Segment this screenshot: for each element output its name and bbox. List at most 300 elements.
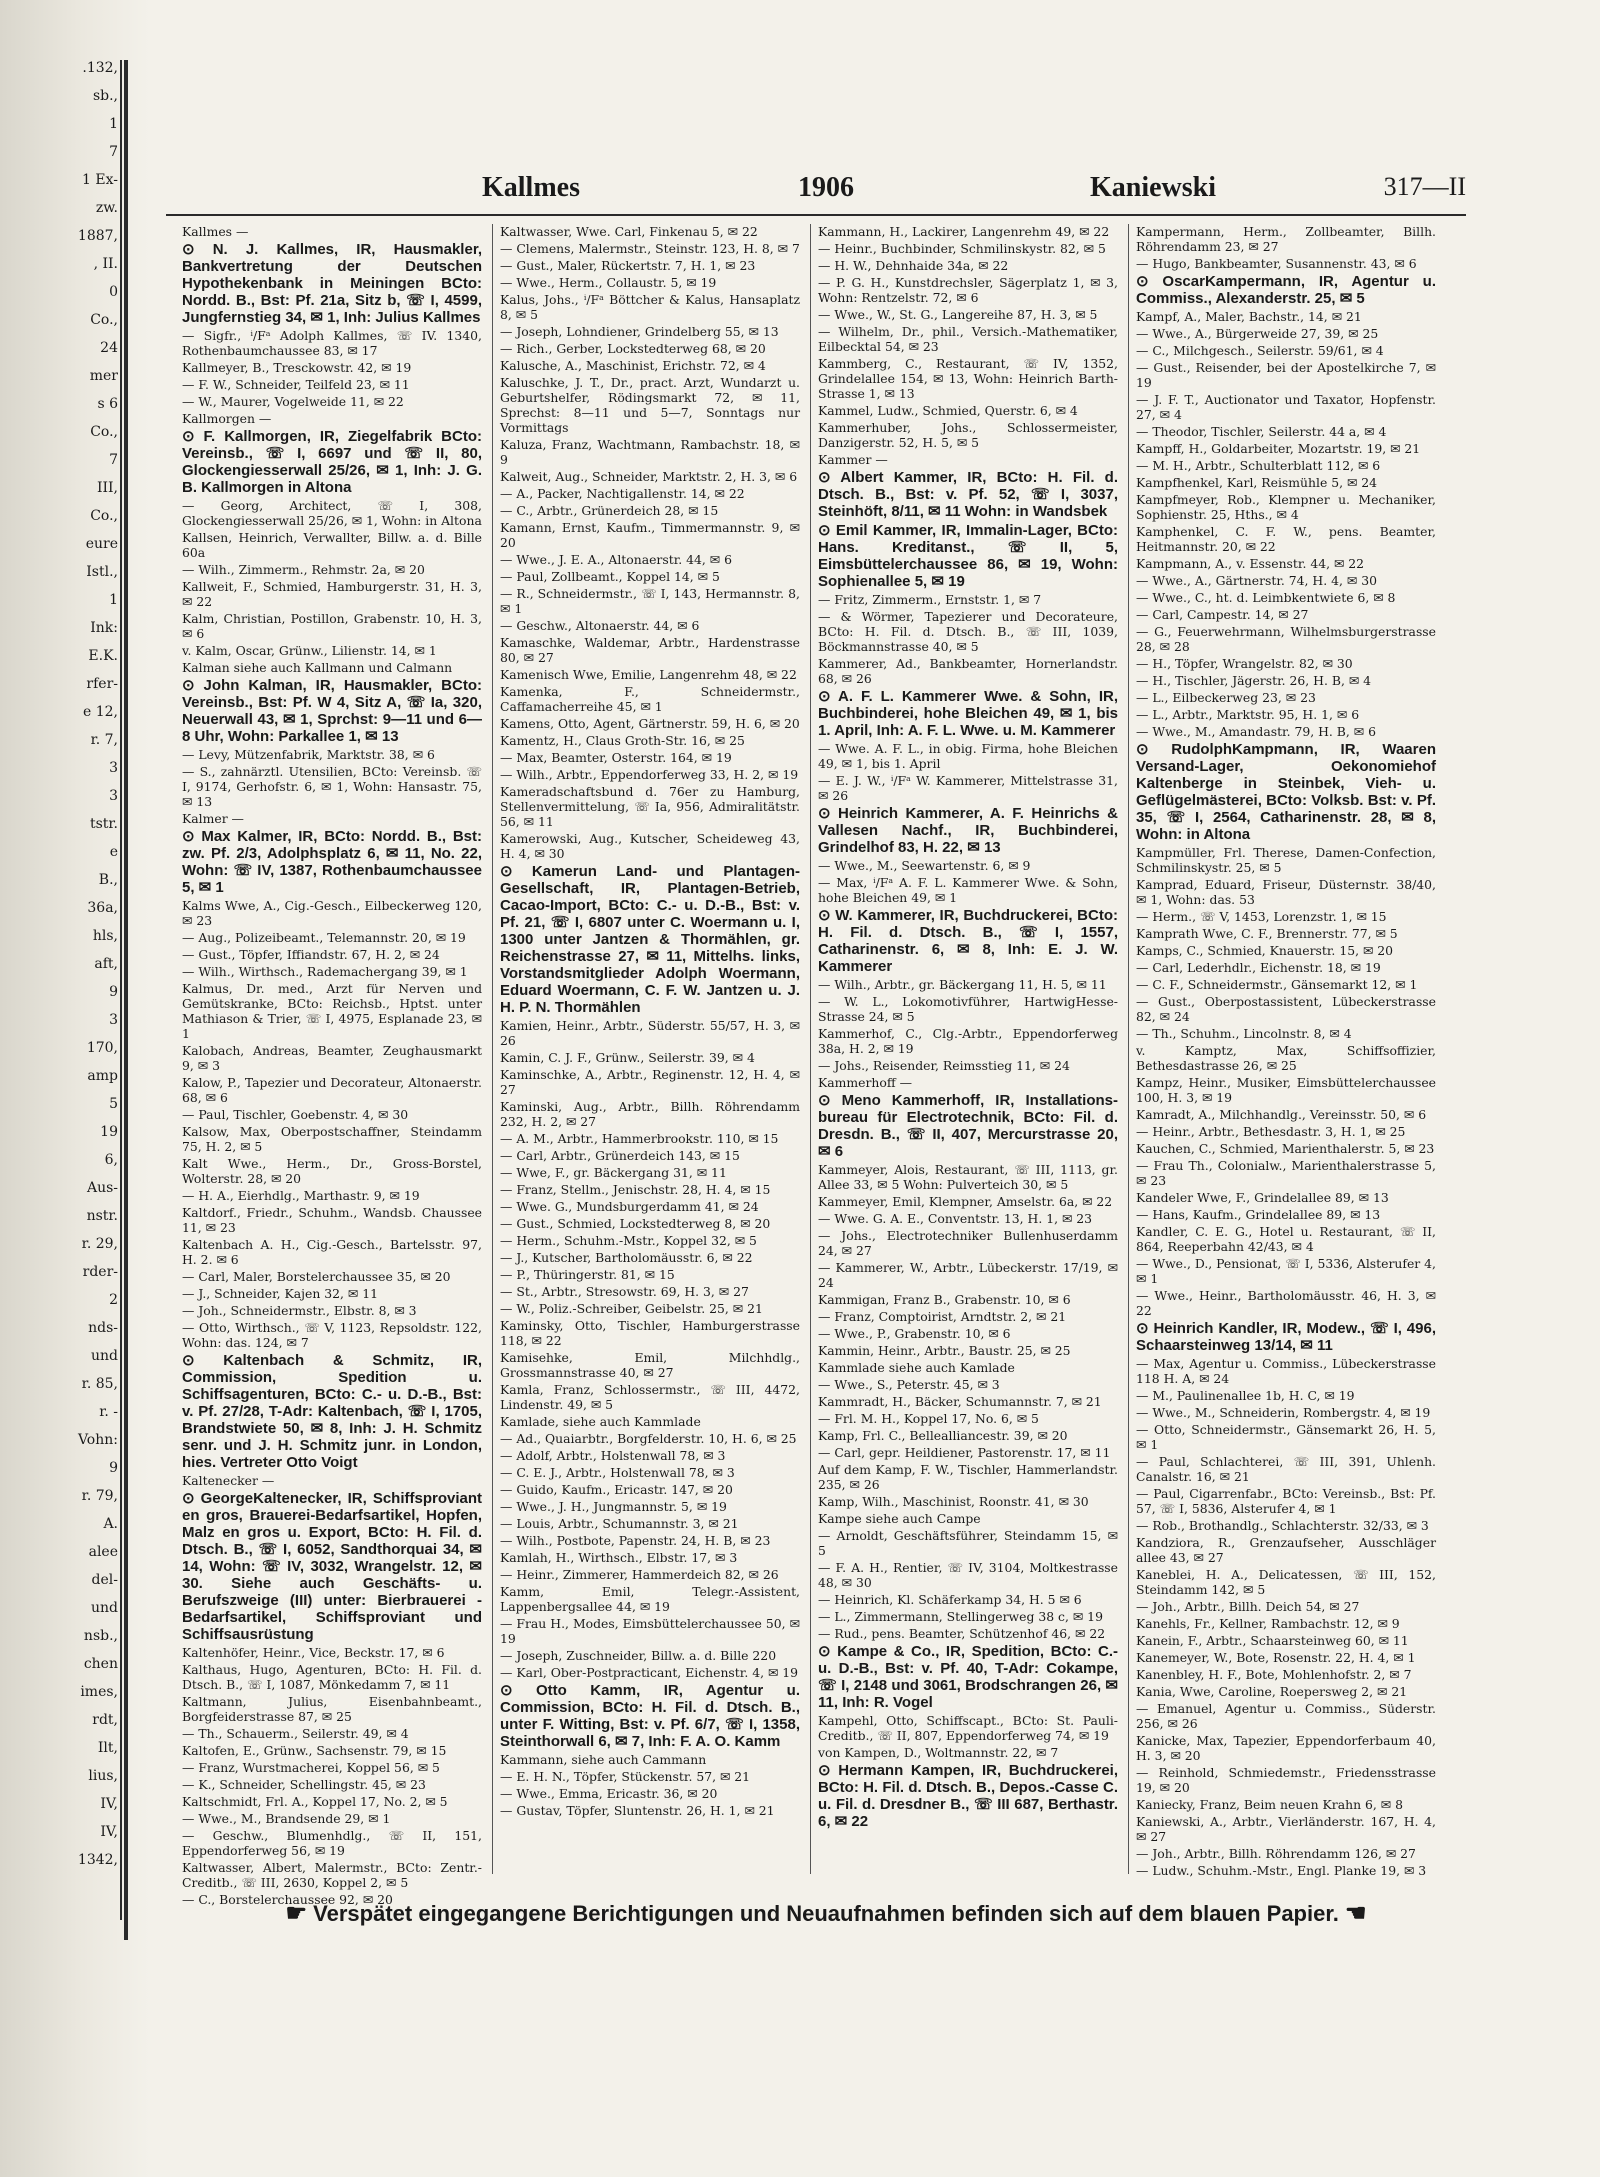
directory-entry: — W. L., Lokomotivführer, HartwigHesse-Strasse 24, ✉ 5 [818, 994, 1118, 1024]
directory-entry: ⊙ Meno Kammerhoff, IR, Installations-bureau für Electrotechnik, BCto: Fil. d. Dresdn. B., ☏ II, 407, Mercurstrasse 20, ✉ 6 [818, 1092, 1118, 1160]
directory-entry: Kalweit, Aug., Schneider, Marktstr. 2, H. 3, ✉ 6 [500, 469, 798, 484]
directory-entry: — J., Kutscher, Bartholomäusstr. 6, ✉ 22 [500, 1250, 753, 1265]
directory-entry: — Rud., pens. Beamter, Schützenhof 46, ✉ 22 [818, 1626, 1106, 1641]
previous-page-edge [0, 60, 122, 1920]
directory-entry: ⊙ Heinrich Kandler, IR, Modew., ☏ I, 496, Schaarsteinweg 13/14, ✉ 11 [1136, 1320, 1436, 1354]
directory-entry: Kammerhof, C., Clg.-Arbtr., Eppendorferweg 38a, H. 2, ✉ 19 [818, 1026, 1118, 1056]
directory-entry: Kalman siehe auch Kallmann und Calmann [182, 660, 453, 675]
directory-entry: Kallmeyer, B., Tresckowstr. 42, ✉ 19 [182, 360, 412, 375]
pointing-hand-icon: ☛ [285, 1900, 308, 1927]
directory-entry: — P., Thüringerstr. 81, ✉ 15 [500, 1267, 675, 1282]
column-4 [1136, 224, 1436, 1878]
directory-entry: — Heinr., Arbtr., Bethesdastr. 3, H. 1, ✉ 25 [1136, 1124, 1406, 1139]
directory-page [166, 150, 1466, 1980]
directory-entry: — Geschw., Blumenhdlg., ☏ II, 151, Eppendorferweg 56, ✉ 19 [182, 1828, 482, 1858]
directory-entry: — Hans, Kaufm., Grindelallee 89, ✉ 13 [1136, 1207, 1381, 1222]
directory-entry: — Wwe., W., St. G., Langereihe 87, H. 3, ✉ 5 [818, 307, 1098, 322]
directory-entry: — Wwe., C., ht. d. Leimbkentwiete 6, ✉ 8 [1136, 590, 1396, 605]
directory-entry: — Wwe., M., Amandastr. 79, H. B, ✉ 6 [1136, 724, 1376, 739]
previous-page-fragment: .132, [82, 60, 118, 76]
directory-entry: Kandler, C. E. G., Hotel u. Restaurant, ☏ II, 864, Reeperbahn 42/43, ✉ 4 [1136, 1224, 1436, 1254]
directory-entry: — W., Maurer, Vogelweide 11, ✉ 22 [182, 394, 404, 409]
previous-page-fragment: Istl., [86, 564, 118, 580]
directory-entry: — M., Paulinenallee 1b, H. C, ✉ 19 [1136, 1388, 1355, 1403]
directory-entry: — Ad., Quaiarbtr., Borgfelderstr. 10, H. 6, ✉ 25 [500, 1431, 797, 1446]
directory-entry: — Franz, Wurstmacherei, Koppel 56, ✉ 5 [182, 1760, 440, 1775]
directory-entry: — Otto, Schneidermstr., Gänsemarkt 26, H. 5, ✉ 1 [1136, 1422, 1436, 1452]
header-year: 1906 [798, 172, 854, 203]
directory-entry: — F. W., Schneider, Teilfeld 23, ✉ 11 [182, 377, 410, 392]
previous-page-fragment: r. 29, [81, 1236, 118, 1252]
directory-entry: — Heinr., Zimmerer, Hammerdeich 82, ✉ 26 [500, 1567, 779, 1582]
previous-page-fragment: 1 Ex- [82, 172, 118, 188]
directory-entry: — Georg, Architect, ☏ I, 308, Glockengiesserwall 25/26, ✉ 1, Wohn: in Altona [182, 498, 482, 528]
directory-entry: Kandeler Wwe, F., Grindelallee 89, ✉ 13 [1136, 1190, 1389, 1205]
column-divider [1128, 224, 1129, 1874]
directory-entry: Kaniecky, Franz, Beim neuen Krahn 6, ✉ 8 [1136, 1797, 1403, 1812]
directory-entry: — Sigfr., ⁱ/Fᵃ Adolph Kallmes, ☏ IV. 1340, Rothenbaumchaussee 83, ✉ 17 [182, 328, 482, 358]
directory-entry: — Carl, Maler, Borstelerchaussee 35, ✉ 20 [182, 1269, 451, 1284]
directory-entry: — Wwe., Emma, Ericastr. 36, ✉ 20 [500, 1786, 718, 1801]
directory-entry: Kaminski, Aug., Arbtr., Billh. Röhrendamm 232, H. 2, ✉ 27 [500, 1099, 800, 1129]
directory-entry: — C. E. J., Arbtr., Holstenwall 78, ✉ 3 [500, 1465, 735, 1480]
column-3 [818, 224, 1118, 1874]
directory-entry: — H., Tischler, Jägerstr. 26, H. B, ✉ 4 [1136, 673, 1372, 688]
previous-page-fragment: mer [89, 368, 118, 384]
previous-page-fragment: s 6 [97, 396, 118, 412]
directory-entry: — Frau Th., Colonialw., Marienthalerstrasse 5, ✉ 23 [1136, 1158, 1436, 1188]
directory-entry: Kallsen, Heinrich, Verwallter, Billw. a. d. Bille 60a [182, 530, 482, 560]
directory-entry: — Wwe., P., Grabenstr. 10, ✉ 6 [818, 1326, 1011, 1341]
directory-entry: — Karl, Ober-Postpracticant, Eichenstr. 4, ✉ 19 [500, 1665, 799, 1680]
directory-entry: — Herm., Schuhm.-Mstr., Koppel 32, ✉ 5 [500, 1233, 757, 1248]
directory-entry: — Reinhold, Schmiedemstr., Friedensstrasse 19, ✉ 20 [1136, 1765, 1436, 1795]
directory-entry: Kammerhoff — [818, 1075, 912, 1090]
previous-page-fragment: Co., [90, 424, 118, 440]
previous-page-fragment: nsb., [83, 1628, 118, 1644]
directory-entry: — G., Feuerwehrmann, Wilhelmsburgerstrasse 28, ✉ 28 [1136, 624, 1436, 654]
previous-page-fragment: alee [88, 1544, 118, 1560]
previous-page-fragment: 9 [109, 984, 118, 1000]
directory-entry: — Paul, Schlachterei, ☏ III, 391, Uhlenh. Canalstr. 16, ✉ 21 [1136, 1454, 1436, 1484]
directory-entry: Kaminsky, Otto, Tischler, Hamburgerstrasse 118, ✉ 22 [500, 1318, 800, 1348]
previous-page-fragment: 3 [109, 760, 118, 776]
directory-entry: — Geschw., Altonaerstr. 44, ✉ 6 [500, 618, 700, 633]
directory-entry: Kamps, C., Schmied, Knauerstr. 15, ✉ 20 [1136, 943, 1394, 958]
directory-entry: Kanein, F., Arbtr., Schaarsteinweg 60, ✉ 11 [1136, 1633, 1409, 1648]
directory-entry: Kanehls, Fr., Kellner, Rambachstr. 12, ✉ 9 [1136, 1616, 1400, 1631]
directory-entry: — Arnoldt, Geschäftsführer, Steindamm 15, ✉ 5 [818, 1528, 1118, 1558]
directory-entry: — Gust., Reisender, bei der Apostelkirche 7, ✉ 19 [1136, 360, 1436, 390]
directory-entry: Kampmann, A., v. Essenstr. 44, ✉ 22 [1136, 556, 1365, 571]
directory-entry: — Th., Schuhm., Lincolnstr. 8, ✉ 4 [1136, 1026, 1352, 1041]
footer-text: Verspätet eingegangene Berichtigungen und Neuaufnahmen befinden sich auf dem blauen Papier. [313, 1901, 1339, 1926]
directory-entry: — Wwe., Herm., Collaustr. 5, ✉ 19 [500, 275, 717, 290]
directory-entry: — H. W., Dehnhaide 34a, ✉ 22 [818, 258, 1009, 273]
directory-entry: — Louis, Arbtr., Schumannstr. 3, ✉ 21 [500, 1516, 739, 1531]
directory-entry: — R., Schneidermstr., ☏ I, 143, Hermannstr. 8, ✉ 1 [500, 586, 800, 616]
directory-entry: — Max, Beamter, Osterstr. 164, ✉ 19 [500, 750, 732, 765]
directory-entry: — Frau H., Modes, Eimsbüttelerchaussee 50, ✉ 19 [500, 1616, 800, 1646]
directory-entry: Kalmer — [182, 811, 244, 826]
directory-entry: Kalusche, A., Maschinist, Erichstr. 72, ✉ 4 [500, 358, 766, 373]
directory-entry: Kaluza, Franz, Wachtmann, Rambachstr. 18, ✉ 9 [500, 437, 800, 467]
previous-page-fragment: 24 [100, 340, 118, 356]
directory-entry: — Rich., Gerber, Lockstedterweg 68, ✉ 20 [500, 341, 766, 356]
directory-entry: Kaluschke, J. T., Dr., pract. Arzt, Wundarzt u. Geburtshelfer, Rödingsmarkt 72, ✉ 11, Sprechst: 8—11 und 5—7, Sonntags nur Vormittags [500, 375, 800, 435]
directory-entry: — Carl, gepr. Heildiener, Pastorenstr. 17, ✉ 11 [818, 1445, 1111, 1460]
directory-entry: — Hugo, Bankbeamter, Susannenstr. 43, ✉ 6 [1136, 256, 1417, 271]
directory-entry: v. Kamptz, Max, Schiffsoffizier, Bethesdastrasse 26, ✉ 25 [1136, 1043, 1436, 1073]
directory-entry: — Adolf, Arbtr., Holstenwall 78, ✉ 3 [500, 1448, 726, 1463]
directory-entry: Kalms Wwe, A., Cig.-Gesch., Eilbeckerweg 120, ✉ 23 [182, 898, 482, 928]
directory-entry: Kallmorgen — [182, 411, 272, 426]
directory-entry: Kamlah, H., Wirthsch., Elbstr. 17, ✉ 3 [500, 1550, 738, 1565]
previous-page-fragment: und [91, 1600, 118, 1616]
previous-page-fragment: 6, [104, 1152, 118, 1168]
directory-entry: — Fritz, Zimmerm., Ernststr. 1, ✉ 7 [818, 592, 1042, 607]
directory-entry: — Herm., ☏ V, 1453, Lorenzstr. 1, ✉ 15 [1136, 909, 1387, 924]
directory-entry: — H. A., Eierhdlg., Marthastr. 9, ✉ 19 [182, 1188, 420, 1203]
directory-entry: — Joseph, Zuschneider, Billw. a. d. Bille 220 [500, 1648, 777, 1663]
directory-entry: — Rob., Brothandlg., Schlachterstr. 32/33, ✉ 3 [1136, 1518, 1429, 1533]
directory-entry: Kalt Wwe., Herm., Dr., Gross-Borstel, Wolterstr. 28, ✉ 20 [182, 1156, 482, 1186]
directory-entry: — F. A. H., Rentier, ☏ IV, 3104, Moltkestrasse 48, ✉ 30 [818, 1560, 1118, 1590]
directory-entry: Kampfmeyer, Rob., Klempner u. Mechaniker, Sophienstr. 25, Hths., ✉ 4 [1136, 492, 1436, 522]
directory-entry: Kamaschke, Waldemar, Arbtr., Hardenstrasse 80, ✉ 27 [500, 635, 800, 665]
directory-entry: ⊙ W. Kammerer, IR, Buchdruckerei, BCto: H. Fil. d. Dtsch. B., ☏ I, 1557, Catharinenstr. 6, ✉ 8, Inh: E. J. W. Kammerer [818, 907, 1118, 975]
directory-entry: — A. M., Arbtr., Hammerbrookstr. 110, ✉ 15 [500, 1131, 779, 1146]
directory-entry: — Carl, Arbtr., Grünerdeich 143, ✉ 15 [500, 1148, 740, 1163]
directory-entry: — Kammerer, W., Arbtr., Lübeckerstr. 17/19, ✉ 24 [818, 1260, 1118, 1290]
directory-entry: — Joseph, Lohndiener, Grindelberg 55, ✉ 13 [500, 324, 779, 339]
directory-entry: Kammann, siehe auch Cammann [500, 1752, 707, 1767]
directory-entry: — Th., Schauerm., Seilerstr. 49, ✉ 4 [182, 1726, 409, 1741]
footer-notice [186, 1894, 1466, 1934]
directory-entry: ⊙ N. J. Kallmes, IR, Hausmakler, Bankvertretung der Deutschen Hypothekenbank in Meiningen BCto: Nordd. B., Bst: Pf. 21a, Sitz b, ☏ I, 4599, Jungfernstieg 34, ✉ 1, Inh: Julius Kallmes [182, 241, 482, 326]
page-frame-line [124, 60, 128, 1940]
directory-entry: — Wwe., M., Schneiderin, Rombergstr. 4, ✉ 19 [1136, 1405, 1431, 1420]
directory-entry: Kamprath Wwe, C. F., Brennerstr. 77, ✉ 5 [1136, 926, 1398, 941]
directory-entry: — Gust., Schmied, Lockstedterweg 8, ✉ 20 [500, 1216, 771, 1231]
previous-page-fragment: nstr. [86, 1208, 118, 1224]
directory-entry: Kamlade, siehe auch Kammlade [500, 1414, 701, 1429]
directory-entry: Kamp, Wilh., Maschinist, Roonstr. 41, ✉ 30 [818, 1494, 1089, 1509]
directory-entry: Kaltdorf., Friedr., Schuhm., Wandsb. Chaussee 11, ✉ 23 [182, 1205, 482, 1235]
directory-entry: Kamphenkel, C. F. W., pens. Beamter, Heitmannstr. 20, ✉ 22 [1136, 524, 1436, 554]
previous-page-fragment: Ink: [90, 620, 118, 636]
directory-entry: Kamp, Frl. C., Belleallianсestr. 39, ✉ 20 [818, 1428, 1068, 1443]
previous-page-fragment: e [109, 844, 118, 860]
directory-entry: ⊙ John Kalman, IR, Hausmakler, BCto: Vereinsb., Bst: Pf. W 4, Sitz A, ☏ Ia, 320, Neuerwall 43, ✉ 1, Sprchst: 9—11 und 6—8 Uhr, Wohn: Parkallee 1, ✉ 13 [182, 677, 482, 745]
directory-entry: Kampff, H., Goldarbeiter, Mozartstr. 19, ✉ 21 [1136, 441, 1421, 456]
directory-entry: — Wwe., M., Seewartenstr. 6, ✉ 9 [818, 858, 1031, 873]
directory-entry: Kaminschke, A., Arbtr., Reginenstr. 12, H. 4, ✉ 27 [500, 1067, 800, 1097]
directory-entry: Kammer — [818, 452, 888, 467]
previous-page-fragment: aft, [94, 956, 118, 972]
directory-entry: — A., Packer, Nachtigallenstr. 14, ✉ 22 [500, 486, 745, 501]
directory-entry: — Gust., Maler, Rückertstr. 7, H. 1, ✉ 23 [500, 258, 756, 273]
directory-entry: Kalow, P., Tapezier und Decorateur, Altonaerstr. 68, ✉ 6 [182, 1075, 482, 1105]
directory-entry: Kampermann, Herm., Zollbeamter, Billh. Röhrendamm 23, ✉ 27 [1136, 224, 1436, 254]
directory-entry: — J., Schneider, Kajen 32, ✉ 11 [182, 1286, 379, 1301]
directory-entry: — W., Poliz.-Schreiber, Geibelstr. 25, ✉ 21 [500, 1301, 763, 1316]
directory-entry: Kanenbley, H. F., Bote, Mohlenhofstr. 2, ✉ 7 [1136, 1667, 1412, 1682]
previous-page-fragment: 5 [109, 1096, 118, 1112]
previous-page-fragment: und [91, 1348, 118, 1364]
directory-entry: — Carl, Campestr. 14, ✉ 27 [1136, 607, 1309, 622]
directory-entry: Kalthaus, Hugo, Agenturen, BCto: H. Fil. d. Dtsch. B., ☏ I, 1087, Mönkedamm 7, ✉ 11 [182, 1662, 482, 1692]
directory-entry: — Wwe., J. H., Jungmannstr. 5, ✉ 19 [500, 1499, 727, 1514]
directory-entry: Kallmes — [182, 224, 249, 239]
directory-entry: Kampehl, Otto, Schiffscapt., BCto: St. Pauli-Creditb., ☏ II, 807, Eppendorferweg 74, ✉ 19 [818, 1713, 1118, 1743]
directory-entry: Kamentz, H., Claus Groth-Str. 16, ✉ 25 [500, 733, 745, 748]
directory-entry: ⊙ Kamerun Land- und Plantagen-Gesellschaft, IR, Plantagen-Betrieb, Cacao-Import, BCto: C.- u. D.-B., Bst: v. Pf. 21, ☏ I, 6807 unter C. Woermann u. I, 1300 unter Jantzen & Thormählen, gr. Reichenstrasse 27, ✉ 11, Mittelhs. links, Vorstandsmitglieder Adolph Woermann, Eduard Woermann, C. F. W. Jantzen u. J. H. P. N. Thormählen [500, 863, 800, 1016]
previous-page-fragment: nds- [88, 1320, 118, 1336]
previous-page-fragment: 0 [109, 284, 118, 300]
directory-entry: Kamann, Ernst, Kaufm., Timmermannstr. 9, ✉ 20 [500, 520, 800, 550]
directory-entry: — Joh., Schneidermstr., Elbstr. 8, ✉ 3 [182, 1303, 417, 1318]
directory-entry: Kamisehke, Emil, Milchhdlg., Grossmannstrasse 40, ✉ 27 [500, 1350, 800, 1380]
previous-page-fragment: 3 [109, 1012, 118, 1028]
directory-entry: — Gustav, Töpfer, Sluntenstr. 26, H. 1, ✉ 21 [500, 1803, 775, 1818]
directory-entry: — Wwe., A., Bürgerweide 27, 39, ✉ 25 [1136, 326, 1379, 341]
previous-page-fragment: 3 [109, 788, 118, 804]
directory-entry: Kamerowski, Aug., Kutscher, Scheideweg 43, H. 4, ✉ 30 [500, 831, 800, 861]
directory-entry: — C. F., Schneidermstr., Gänsemarkt 12, ✉ 1 [1136, 977, 1418, 992]
directory-entry: — Wilh., Zimmerm., Rehmstr. 2a, ✉ 20 [182, 562, 425, 577]
directory-entry: — C., Milchgesch., Seilerstr. 59/61, ✉ 4 [1136, 343, 1384, 358]
directory-entry: Kaniewski, A., Arbtr., Vierländerstr. 167, H. 4, ✉ 27 [1136, 1814, 1436, 1844]
previous-page-fragment: 1342, [77, 1852, 118, 1868]
directory-entry: Kaneblei, H. A., Delicatessen, ☏ III, 152, Steindamm 142, ✉ 5 [1136, 1567, 1436, 1597]
directory-entry: — Wwe., J. E. A., Altonaerstr. 44, ✉ 6 [500, 552, 732, 567]
directory-entry: Kaltenhöfer, Heinr., Vice, Beckstr. 17, ✉ 6 [182, 1645, 445, 1660]
directory-entry: — Wwe., D., Pensionat, ☏ I, 5336, Alsterufer 4, ✉ 1 [1136, 1256, 1436, 1286]
directory-entry: — Heinrich, Kl. Schäferkamp 34, H. 5 ✉ 6 [818, 1592, 1082, 1607]
directory-entry: ⊙ Kampe & Co., IR, Spedition, BCto: C.- u. D.-B., Bst: v. Pf. 40, T-Adr: Cokampe, ☏ I, 2148 und 3061, Brodschrangen 26, ✉ 11, Inh: R. Vogel [818, 1643, 1118, 1711]
previous-page-fragment: imes, [80, 1684, 118, 1700]
directory-entry: Kauchen, C., Schmied, Marienthalerstr. 5, ✉ 23 [1136, 1141, 1435, 1156]
directory-entry: ⊙ Otto Kamm, IR, Agentur u. Commission, BCto: H. Fil. d. Dtsch. B., unter F. Witting, Bst: v. Pf. 6/7, ☏ I, 1358, Steinthorwall 6, ✉ 7, Inh: F. A. O. Kamm [500, 1682, 800, 1750]
directory-entry: — Franz, Comptoirist, Arndtstr. 2, ✉ 21 [818, 1309, 1067, 1324]
header-first-name: Kallmes [482, 172, 580, 203]
header-last-name: Kaniewski [1090, 172, 1217, 203]
directory-entry: — Wilhelm, Dr., phil., Versich.-Mathematiker, Eilbecktal 54, ✉ 23 [818, 324, 1118, 354]
directory-entry: — Johs., Electrotechniker Bullenhuserdamm 24, ✉ 27 [818, 1228, 1118, 1258]
directory-entry: Kamm, Emil, Telegr.-Assistent, Lappenbergsallee 44, ✉ 19 [500, 1584, 800, 1614]
directory-columns [166, 224, 1466, 1907]
directory-entry: — Guido, Kaufm., Ericastr. 147, ✉ 20 [500, 1482, 733, 1497]
directory-entry: Kammradt, H., Bäcker, Schumannstr. 7, ✉ 21 [818, 1394, 1102, 1409]
directory-entry: — L., Eilbeckerweg 23, ✉ 23 [1136, 690, 1316, 705]
directory-entry: Kammann, H., Lackirer, Langenrehm 49, ✉ 22 [818, 224, 1110, 239]
previous-page-fragment: A. [103, 1516, 118, 1532]
directory-entry: — Joh., Arbtr., Billh. Deich 54, ✉ 27 [1136, 1599, 1360, 1614]
previous-page-fragment: r. - [99, 1404, 118, 1420]
directory-entry: Kamenisch Wwe, Emilie, Langenrehm 48, ✉ 22 [500, 667, 797, 682]
previous-page-fragment: 1 [109, 116, 118, 132]
directory-entry: — Wwe. A. F. L., in obig. Firma, hohe Bleichen 49, ✉ 1, bis 1. April [818, 741, 1118, 771]
directory-entry: — Aug., Polizeibeamt., Telemannstr. 20, ✉ 19 [182, 930, 466, 945]
previous-page-fragment: chen [83, 1656, 118, 1672]
directory-entry: Kaltwasser, Albert, Malermstr., BCto: Zentr.-Creditb., ☏ III, 2630, Koppel 2, ✉ 5 [182, 1860, 482, 1890]
directory-entry: — Paul, Zollbeamt., Koppel 14, ✉ 5 [500, 569, 720, 584]
directory-entry: Kampfhenkel, Karl, Reismühle 5, ✉ 24 [1136, 475, 1378, 490]
directory-entry: — Levy, Mützenfabrik, Marktstr. 38, ✉ 6 [182, 747, 435, 762]
directory-entry: Kandziora, R., Grenzaufseher, Ausschläger allee 43, ✉ 27 [1136, 1535, 1436, 1565]
previous-page-fragment: rfer- [86, 676, 118, 692]
previous-page-fragment: lius, [88, 1768, 118, 1784]
directory-entry: ⊙ Kaltenbach & Schmitz, IR, Commission, Spedition u. Schiffsagenturen, BCto: C.- u. D.-B., Bst: v. Pf. 27/28, T-Adr: Kaltenbach, ☏ I, 1705, Brandstwiete 50, ✉ 8, Inh: J. H. Schmitz senr. und J. H. Schmitz junr. in London, hies. Vertreter Otto Voigt [182, 1352, 482, 1471]
directory-entry: — & Wörmer, Tapezierer und Decorateure, BCto: H. Fil. d. Dtsch. B., ☏ III, 1039, Böckmannstrasse 40, ✉ 5 [818, 609, 1118, 654]
directory-entry: — Wwe., A., Gärtnerstr. 74, H. 4, ✉ 30 [1136, 573, 1377, 588]
directory-entry: ⊙ Max Kalmer, IR, BCto: Nordd. B., Bst: zw. Pf. 2/3, Adolphsplatz 6, ✉ 11, No. 22, Wohn: ☏ IV, 1387, Rothenbaumchaussee 5, ✉ 1 [182, 828, 482, 896]
previous-page-fragment: 19 [100, 1124, 118, 1140]
directory-entry: Kammerer, Ad., Bankbeamter, Hornerlandstr. 68, ✉ 26 [818, 656, 1118, 686]
directory-entry: — Wwe. G. A. E., Conventstr. 13, H. 1, ✉ 23 [818, 1211, 1093, 1226]
previous-page-fragment: rder- [82, 1264, 118, 1280]
header-page-number: 317—II [1383, 172, 1466, 201]
directory-entry: — L., Arbtr., Marktstr. 95, H. 1, ✉ 6 [1136, 707, 1360, 722]
directory-entry: Kammlade siehe auch Kamlade [818, 1360, 1015, 1375]
directory-entry: Kammerhuber, Johs., Schlossermeister, Danzigerstr. 52, H. 5, ✉ 5 [818, 420, 1118, 450]
directory-entry: Kamens, Otto, Agent, Gärtnerstr. 59, H. 6, ✉ 20 [500, 716, 800, 731]
directory-entry: Kamla, Franz, Schlossermstr., ☏ III, 4472, Lindenstr. 49, ✉ 5 [500, 1382, 800, 1412]
directory-entry: — Wwe., S., Peterstr. 45, ✉ 3 [818, 1377, 1000, 1392]
previous-page-fragment: 9 [109, 1460, 118, 1476]
directory-entry: — St., Arbtr., Stresowstr. 69, H. 3, ✉ 27 [500, 1284, 749, 1299]
directory-entry: — Johs., Reisender, Reimsstieg 11, ✉ 24 [818, 1058, 1070, 1073]
directory-entry: — P. G. H., Kunstdrechsler, Sägerplatz 1, ✉ 3, Wohn: Rentzelstr. 72, ✉ 6 [818, 275, 1118, 305]
directory-entry: — E. H. N., Töpfer, Stückenstr. 57, ✉ 21 [500, 1769, 751, 1784]
directory-entry: — J. F. T., Auctionator und Taxator, Hopfenstr. 27, ✉ 4 [1136, 392, 1436, 422]
directory-entry: — Max, Agentur u. Commiss., Lübeckerstrasse 118 H. A, ✉ 24 [1136, 1356, 1436, 1386]
directory-entry: — Wilh., Arbtr., gr. Bäckergang 11, H. 5, ✉ 11 [818, 977, 1107, 992]
directory-entry: Kampmüller, Frl. Therese, Damen-Confection, Schmilinskystr. 25, ✉ 5 [1136, 845, 1436, 875]
previous-page-fragment: sb., [92, 88, 118, 104]
directory-entry: — L., Zimmermann, Stellingerweg 38 c, ✉ 19 [818, 1609, 1103, 1624]
previous-page-fragment: E.K. [88, 648, 118, 664]
directory-entry: von Kampen, D., Woltmannstr. 22, ✉ 7 [818, 1745, 1059, 1760]
directory-entry: ⊙ Albert Kammer, IR, BCto: H. Fil. d. Dtsch. B., Bst: v. Pf. 52, ☏ I, 3037, Steinhöft, 8/11, ✉ 11 Wohn: in Wandsbek [818, 469, 1118, 520]
directory-entry: Kammigan, Franz B., Grabenstr. 10, ✉ 6 [818, 1292, 1071, 1307]
directory-entry: Kaltwasser, Wwe. Carl, Finkenau 5, ✉ 22 [500, 224, 758, 239]
directory-entry: ⊙ A. F. L. Kammerer Wwe. & Sohn, IR, Buchbinderei, hohe Bleichen 49, ✉ 1, bis 1. April, Inh: A. F. L. Wwe. u. M. Kammerer [818, 688, 1118, 739]
page-header [166, 160, 1466, 216]
column-1 [182, 224, 482, 1907]
previous-page-fragment: amp [87, 1068, 118, 1084]
directory-entry: Kaltschmidt, Frl. A., Koppel 17, No. 2, ✉ 5 [182, 1794, 448, 1809]
previous-page-fragment: Aus- [86, 1180, 118, 1196]
previous-page-fragment: r. 85, [81, 1376, 118, 1392]
previous-page-fragment: hls, [92, 928, 118, 944]
pointing-hand-icon: ☚ [1344, 1900, 1367, 1927]
directory-entry: ⊙ GeorgeKaltenecker, IR, Schiffsproviant en gros, Brauerei-Bedarfsartikel, Hopfen, Malz en gros u. Export, BCto: H. Fil. d. Dtsch. B., ☏ I, 6052, Sandthorquai 34, ✉ 14, Wohn: ☏ IV, 3032, Wrangelstr. 12, ✉ 30. Siehe auch Geschäfts- u. Berufszweige (III) unter: Bierbrauerei - Bedarfsartikel, Schiffsproviant und Schiffsausrüstung [182, 1490, 482, 1643]
directory-entry: — Clemens, Malermstr., Steinstr. 123, H. 8, ✉ 7 [500, 241, 800, 256]
column-divider [810, 224, 811, 1874]
directory-entry: ⊙ Emil Kammer, IR, Immalin-Lager, BCto: Hans. Kreditanst., ☏ II, 5, Eimsbüttelerchaussee 86, ✉ 19, Wohn: Sophienallee 5, ✉ 19 [818, 522, 1118, 590]
previous-page-fragment: del- [91, 1572, 118, 1588]
previous-page-fragment: Co., [90, 312, 118, 328]
previous-page-fragment: eure [85, 536, 118, 552]
directory-entry: — Max, ⁱ/Fᵃ A. F. L. Kammerer Wwe. & Sohn, hohe Bleichen 49, ✉ 1 [818, 875, 1118, 905]
previous-page-fragment: zw. [95, 200, 118, 216]
directory-entry: — M. H., Arbtr., Schulterblatt 112, ✉ 6 [1136, 458, 1381, 473]
previous-page-fragment: IV, [100, 1824, 118, 1840]
previous-page-fragment: 7 [109, 144, 118, 160]
column-2 [500, 224, 800, 1874]
directory-entry: — K., Schneider, Schellingstr. 45, ✉ 23 [182, 1777, 426, 1792]
directory-entry: — Heinr., Buchbinder, Schmilinskystr. 82, ✉ 5 [818, 241, 1106, 256]
column-divider [492, 224, 493, 1874]
directory-entry: Kalsow, Max, Oberpostschaffner, Steindamm 75, H. 2, ✉ 5 [182, 1124, 482, 1154]
directory-entry: — Wwe., Heinr., Bartholomäusstr. 46, H. 3, ✉ 22 [1136, 1288, 1436, 1318]
previous-page-fragment: 1 [109, 592, 118, 608]
directory-entry: Kalmus, Dr. med., Arzt für Nerven und Gemütskranke, BCto: Reichsb., Hptst. unter Mathiason & Trier, ☏ I, 4975, Esplanade 23, ✉ 1 [182, 981, 482, 1041]
directory-entry: — C., Borstelerchaussee 92, ✉ 20 [182, 1892, 393, 1907]
previous-page-fragment: IV, [100, 1796, 118, 1812]
directory-entry: Kamradt, A., Milchhandlg., Vereinsstr. 50, ✉ 6 [1136, 1107, 1427, 1122]
directory-entry: — Wwe., M., Brandsende 29, ✉ 1 [182, 1811, 391, 1826]
directory-entry: — Wilh., Arbtr., Eppendorferweg 33, H. 2, ✉ 19 [500, 767, 799, 782]
directory-entry: ⊙ RudolphKampmann, IR, Waaren Versand-Lager, Oekonomiehof Kaltenberge in Steinbek, Vieh- u. Geflügelmästerei, BCto: Volksb. Bst: v. Pf. 35, ☏ I, 2564, Catharinenstr. 28, ✉ 8, Wohn: in Altona [1136, 741, 1436, 843]
directory-entry: Kanicke, Max, Tapezier, Eppendorferbaum 40, H. 3, ✉ 20 [1136, 1733, 1436, 1763]
previous-page-fragment: 170, [86, 1040, 118, 1056]
directory-entry: — Gust., Oberpostassistent, Lübeckerstrasse 82, ✉ 24 [1136, 994, 1436, 1024]
previous-page-fragment: 7 [109, 452, 118, 468]
directory-entry: Kammin, Heinr., Arbtr., Baustr. 25, ✉ 25 [818, 1343, 1071, 1358]
directory-entry: Kammeyer, Emil, Klempner, Amselstr. 6a, ✉ 22 [818, 1194, 1113, 1209]
directory-entry: Kaltmann, Julius, Eisenbahnbeamt., Borgfeiderstrasse 87, ✉ 25 [182, 1694, 482, 1724]
directory-entry: — Carl, Lederhdlr., Eichenstr. 18, ✉ 19 [1136, 960, 1381, 975]
directory-entry: Kamprad, Eduard, Friseur, Düsternstr. 38/40, ✉ 1, Wohn: das. 53 [1136, 877, 1436, 907]
header-rule [166, 214, 1466, 216]
previous-page-fragment: 36a, [87, 900, 118, 916]
directory-entry: Kaltenecker — [182, 1473, 275, 1488]
previous-page-fragment: Vohn: [77, 1432, 118, 1448]
previous-page-fragment: r. 7, [90, 732, 118, 748]
directory-entry: — Paul, Cigarrenfabr., BCto: Vereinsb., Bst: Pf. 57, ☏ I, 5836, Alsterufer 4, ✉ 1 [1136, 1486, 1436, 1516]
previous-page-fragment: tstr. [89, 816, 118, 832]
directory-entry: — Gust., Töpfer, Iffiandstr. 67, H. 2, ✉ 24 [182, 947, 440, 962]
directory-entry: — Frl. M. H., Koppel 17, No. 6, ✉ 5 [818, 1411, 1039, 1426]
directory-entry: — Franz, Stellm., Jenischstr. 28, H. 4, ✉ 15 [500, 1182, 771, 1197]
directory-entry: Kaltenbach A. H., Cig.-Gesch., Bartelsstr. 97, H. 2. ✉ 6 [182, 1237, 482, 1267]
directory-entry: — Joh., Arbtr., Billh. Röhrendamm 126, ✉ 27 [1136, 1846, 1416, 1861]
directory-entry: Kampe siehe auch Campe [818, 1511, 981, 1526]
previous-page-fragment: Co., [90, 508, 118, 524]
directory-entry: — Paul, Tischler, Goebenstr. 4, ✉ 30 [182, 1107, 409, 1122]
directory-entry: Kamien, Heinr., Arbtr., Süderstr. 55/57, H. 3, ✉ 26 [500, 1018, 800, 1048]
directory-entry: Kampz, Heinr., Musiker, Eimsbüttelerchaussee 100, H. 3, ✉ 19 [1136, 1075, 1436, 1105]
previous-page-fragment: r. 79, [81, 1488, 118, 1504]
directory-entry: Kammberg, C., Restaurant, ☏ IV, 1352, Grindelallee 154, ✉ 13, Wohn: Heinrich Barth-Strasse 1, ✉ 13 [818, 356, 1118, 401]
directory-entry: — S., zahnärztl. Utensilien, BCto: Vereinsb. ☏ I, 9174, Gerhofstr. 6, ✉ 1, Wohn: Hansastr. 75, ✉ 13 [182, 764, 482, 809]
previous-page-fragment: e 12, [83, 704, 118, 720]
directory-entry: — Theodor, Tischler, Seilerstr. 44 a, ✉ 4 [1136, 424, 1387, 439]
directory-entry: Kalm, Christian, Postillon, Grabenstr. 10, H. 3, ✉ 6 [182, 611, 482, 641]
directory-entry: Kammeyer, Alois, Restaurant, ☏ III, 1113, gr. Allee 33, ✉ 5 Wohn: Pulverteich 30, ✉ 5 [818, 1162, 1118, 1192]
previous-page-fragment: 1887, [77, 228, 118, 244]
directory-entry: — Wwe. G., Mundsburgerdamm 41, ✉ 24 [500, 1199, 759, 1214]
previous-page-fragment: Ilt, [97, 1740, 118, 1756]
directory-entry: Kammel, Ludw., Schmied, Querstr. 6, ✉ 4 [818, 403, 1078, 418]
directory-entry: — Wwe, F., gr. Bäckergang 31, ✉ 11 [500, 1165, 727, 1180]
directory-entry: Kameradschaftsbund d. 76er zu Hamburg, Stellenvermittelung, ☏ Ia, 956, Admiralitätstr. 56, ✉ 11 [500, 784, 800, 829]
directory-entry: — Wilh., Postbote, Papenstr. 24, H. B, ✉ 23 [500, 1533, 771, 1548]
previous-page-fragment: III, [96, 480, 118, 496]
